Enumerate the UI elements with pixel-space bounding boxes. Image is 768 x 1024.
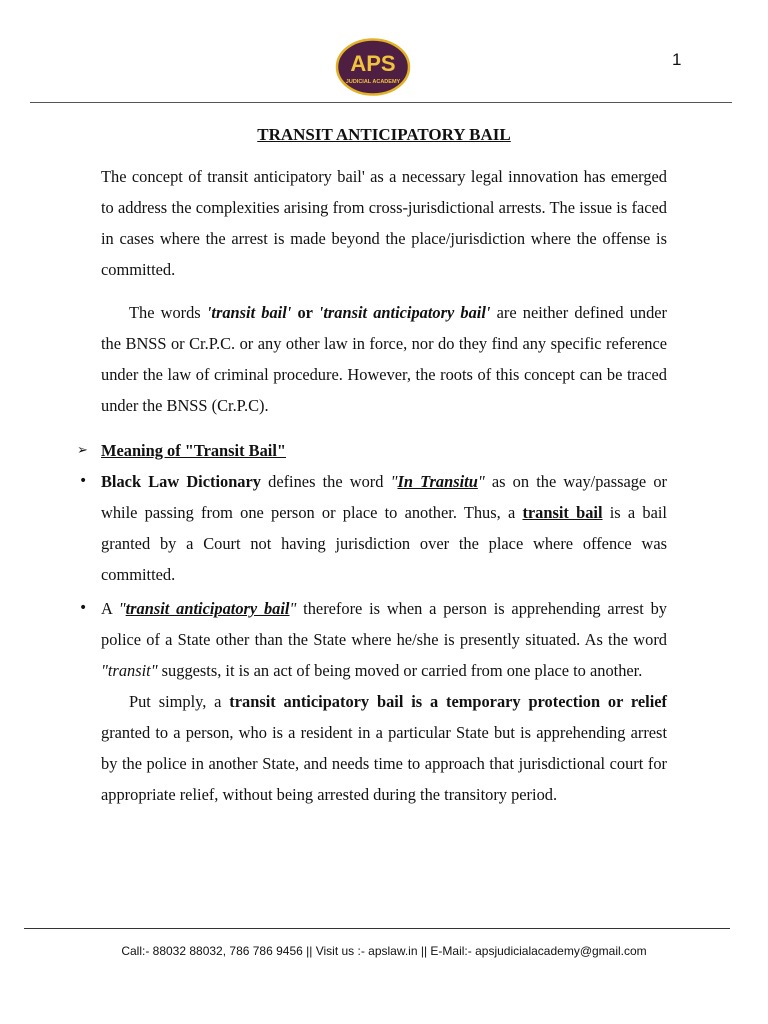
section-heading: ➢ Meaning of "Transit Bail": [101, 435, 667, 466]
footer-contact: Call:- 88032 88032, 786 786 9456 || Visit us :- apslaw.in || E-Mail:- apsjudicialacademy@gmail.com: [121, 944, 647, 958]
footer-divider: [24, 928, 730, 929]
logo-text: APS: [350, 51, 396, 76]
document-body: [77, 161, 668, 810]
bullet-dot-icon: •: [79, 473, 88, 489]
term-transit-anticipatory-bail-2: transit anticipatory bail: [125, 599, 290, 618]
bullet-item: • A "transit anticipatory bail" therefore is when a person is apprehending arrest by police of a State other than the State where he/she is presently situated. As the word "transit" suggests, it is an act of being moved or carried from one place to another.: [101, 593, 667, 686]
definition-paragraph: The words 'transit bail' or 'transit anticipatory bail' are neither defined under the BNSS or Cr.P.C. or any other law in force, nor do they find any specific reference under the law of criminal procedure. However, the roots of this concept can be traced under the BNSS (Cr.P.C).: [101, 303, 668, 415]
arrow-bullet-icon: ➢: [77, 443, 88, 458]
term-transit: "transit": [101, 661, 158, 680]
aps-logo: [335, 38, 411, 96]
intro-paragraph: The concept of transit anticipatory bail' as a necessary legal innovation has emerged to address the complexities arising from cross-jurisdictional arrests. The issue is faced in cases where the arrest is made beyond the place/jurisdiction where the offense is committed.: [101, 167, 667, 279]
page-number: 1: [672, 50, 682, 69]
term-transit-bail: 'transit bail': [206, 303, 292, 322]
term-in-transitu: In Transitu: [397, 472, 478, 491]
summary-paragraph: Put simply, a transit anticipatory bail is a temporary protection or relief granted to a person, who is a resident in a particular State but is apprehending arrest by the police in another State, and needs time to approach that jurisdictional court for appropriate relief, without being arrested during the transitory period.: [101, 692, 667, 804]
bullet-item: • Black Law Dictionary defines the word "In Transitu" as on the way/passage or while passing from one person or place to another. Thus, a transit bail is a bail granted by a Court not having jurisdiction over the place where offence was committed.: [101, 466, 667, 590]
header-divider: [30, 102, 732, 103]
bullet-dot-icon: •: [79, 600, 88, 616]
logo-subtext: JUDICIAL ACADEMY: [345, 79, 401, 85]
page-title: TRANSIT ANTICIPATORY BAIL: [257, 125, 511, 144]
term-transit-bail-2: transit bail: [522, 503, 603, 522]
term-transit-anticipatory-bail: 'transit anticipatory bail': [318, 303, 491, 322]
